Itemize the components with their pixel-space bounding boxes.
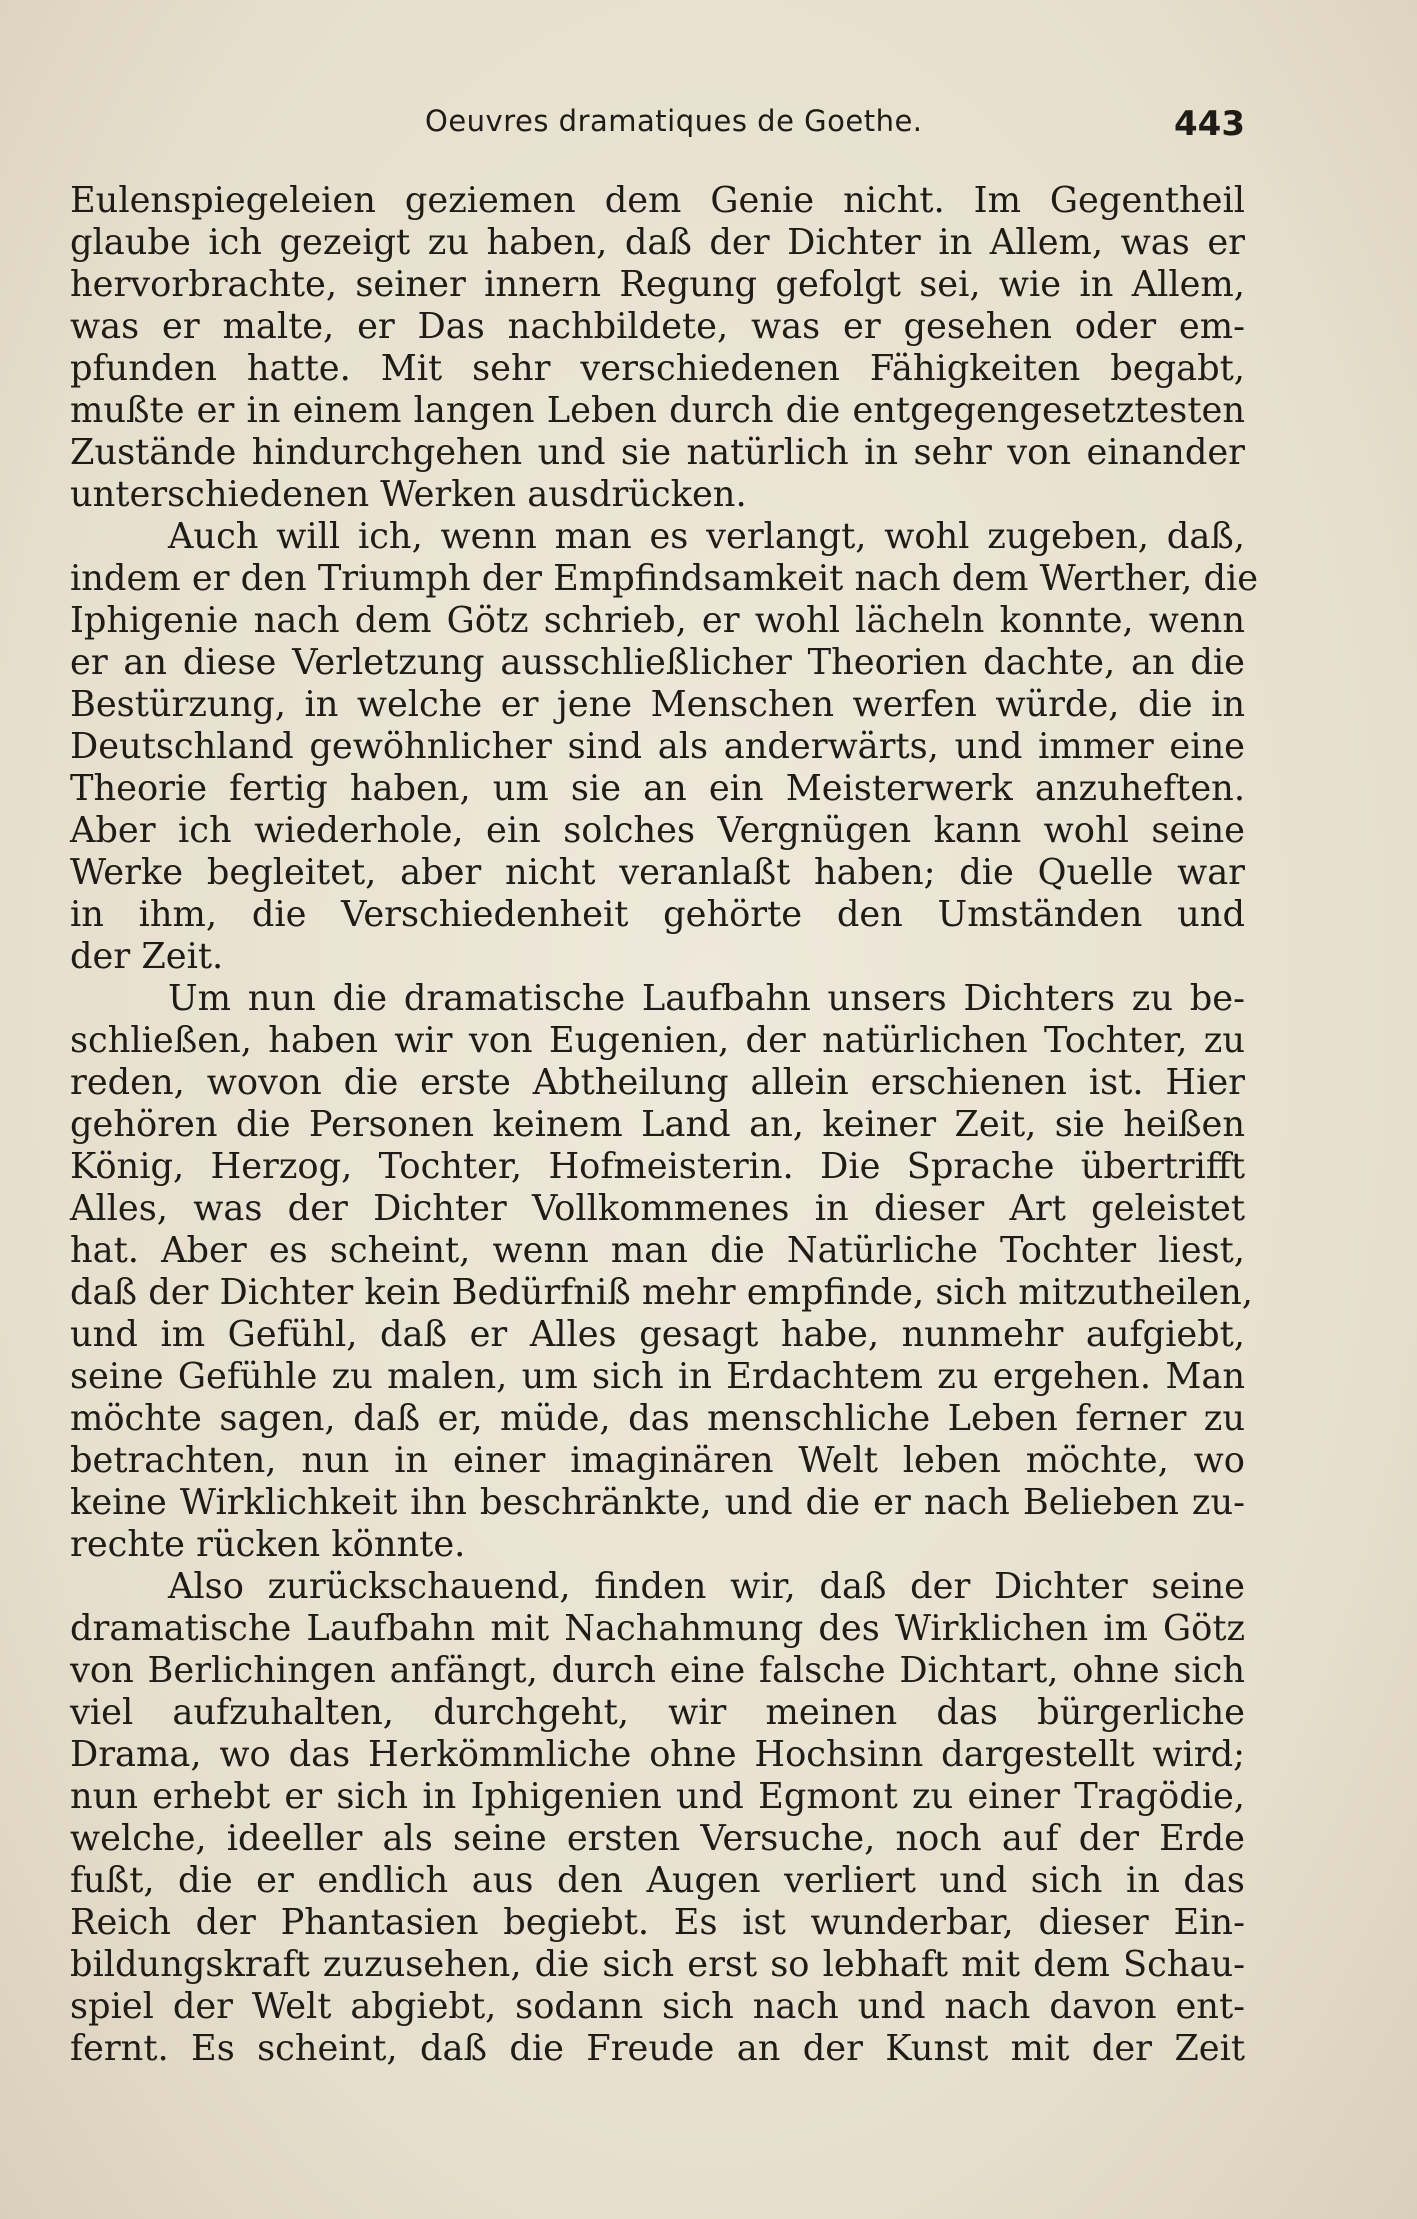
text-line: in ihm, die Verschiedenheit gehörte den Umständen und <box>70 894 1245 935</box>
text-line: unterschiedenen Werken ausdrücken. <box>70 474 747 515</box>
text-line: er an diese Verletzung ausschließlicher Theorien dachte, an die <box>70 642 1245 683</box>
text-line: viel aufzuhalten, durchgeht, wir meinen das bürgerliche <box>70 1692 1245 1733</box>
text-line: spiel der Welt abgiebt, sodann sich nach und nach davon ent- <box>70 1986 1245 2027</box>
text-line: rechte rücken könnte. <box>70 1524 466 1565</box>
text-line: schließen, haben wir von Eugenien, der natürlichen Tochter, zu <box>70 1020 1245 1061</box>
text-line: Werke begleitet, aber nicht veranlaßt haben; die Quelle war <box>70 852 1245 893</box>
text-line: dramatische Laufbahn mit Nachahmung des Wirklichen im Götz <box>70 1608 1245 1649</box>
text-line: hervorbrachte, seiner innern Regung gefolgt sei, wie in Allem, <box>70 264 1245 305</box>
text-line: mußte er in einem langen Leben durch die entgegengesetztesten <box>70 390 1245 431</box>
text-line: möchte sagen, daß er, müde, das menschliche Leben ferner zu <box>70 1398 1245 1439</box>
text-line: Um nun die dramatische Laufbahn unsers Dichters zu be- <box>168 978 1245 1019</box>
paragraph <box>70 978 1253 1566</box>
text-line: Theorie fertig haben, um sie an ein Meisterwerk anzuheften. <box>70 768 1245 809</box>
text-line: Iphigenie nach dem Götz schrieb, er wohl lächeln konnte, wenn <box>70 600 1245 641</box>
paragraph <box>70 1566 1245 2070</box>
text-line: und im Gefühl, daß er Alles gesagt habe, nunmehr aufgiebt, <box>70 1314 1245 1355</box>
text-line: nun erhebt er sich in Iphigenien und Egmont zu einer Tragödie, <box>70 1776 1245 1817</box>
text-line: der Zeit. <box>70 936 224 977</box>
text-line: keine Wirklichkeit ihn beschränkte, und die er nach Belieben zu- <box>70 1482 1245 1523</box>
text-line: Alles, was der Dichter Vollkommenes in dieser Art geleistet <box>70 1188 1245 1229</box>
text-line: hat. Aber es scheint, wenn man die Natürliche Tochter liest, <box>70 1230 1245 1271</box>
page-number: 443 <box>1174 104 1245 144</box>
text-line: pfunden hatte. Mit sehr verschiedenen Fähigkeiten begabt, <box>70 348 1245 389</box>
text-line: bildungskraft zuzusehen, die sich erst so lebhaft mit dem Schau- <box>70 1944 1245 1985</box>
text-line: Deutschland gewöhnlicher sind als anderwärts, und immer eine <box>70 726 1245 767</box>
running-title: Oeuvres dramatiques de Goethe. <box>425 104 923 138</box>
text-line: von Berlichingen anfängt, durch eine falsche Dichtart, ohne sich <box>70 1650 1245 1691</box>
text-line: Zustände hindurchgehen und sie natürlich in sehr von einander <box>70 432 1245 473</box>
text-line: daß der Dichter kein Bedürfniß mehr empfinde, sich mitzutheilen, <box>70 1272 1253 1313</box>
text-line: betrachten, nun in einer imaginären Welt leben möchte, wo <box>70 1440 1245 1481</box>
text-line: gehören die Personen keinem Land an, keiner Zeit, sie heißen <box>70 1104 1245 1145</box>
paragraph <box>70 180 1245 516</box>
text-line: seine Gefühle zu malen, um sich in Erdachtem zu ergehen. Man <box>70 1356 1245 1397</box>
text-line: fernt. Es scheint, daß die Freude an der Kunst mit der Zeit <box>70 2028 1245 2069</box>
text-line: Eulenspiegeleien geziemen dem Genie nicht. Im Gegentheil <box>70 180 1245 221</box>
text-line: König, Herzog, Tochter, Hofmeisterin. Die Sprache übertrifft <box>70 1146 1245 1187</box>
text-line: Aber ich wiederhole, ein solches Vergnügen kann wohl seine <box>70 810 1245 851</box>
text-line: Reich der Phantasien begiebt. Es ist wunderbar, dieser Ein- <box>70 1902 1245 1943</box>
text-line: reden, wovon die erste Abtheilung allein erschienen ist. Hier <box>70 1062 1245 1103</box>
body-text <box>70 180 1259 2070</box>
text-line: Bestürzung, in welche er jene Menschen werfen würde, die in <box>70 684 1245 725</box>
text-line: Auch will ich, wenn man es verlangt, wohl zugeben, daß, <box>168 516 1245 557</box>
text-line: was er malte, er Das nachbildete, was er gesehen oder em- <box>70 306 1245 347</box>
text-line: Drama, wo das Herkömmliche ohne Hochsinn dargestellt wird; <box>70 1734 1245 1775</box>
page-header <box>70 104 1245 154</box>
paragraph <box>70 516 1259 978</box>
text-line: fußt, die er endlich aus den Augen verliert und sich in das <box>70 1860 1245 1901</box>
text-line: glaube ich gezeigt zu haben, daß der Dichter in Allem, was er <box>70 222 1245 263</box>
text-line: Also zurückschauend, finden wir, daß der Dichter seine <box>168 1566 1245 1607</box>
text-line: indem er den Triumph der Empfindsamkeit nach dem Werther, die <box>70 558 1259 599</box>
text-line: welche, ideeller als seine ersten Versuche, noch auf der Erde <box>70 1818 1245 1859</box>
